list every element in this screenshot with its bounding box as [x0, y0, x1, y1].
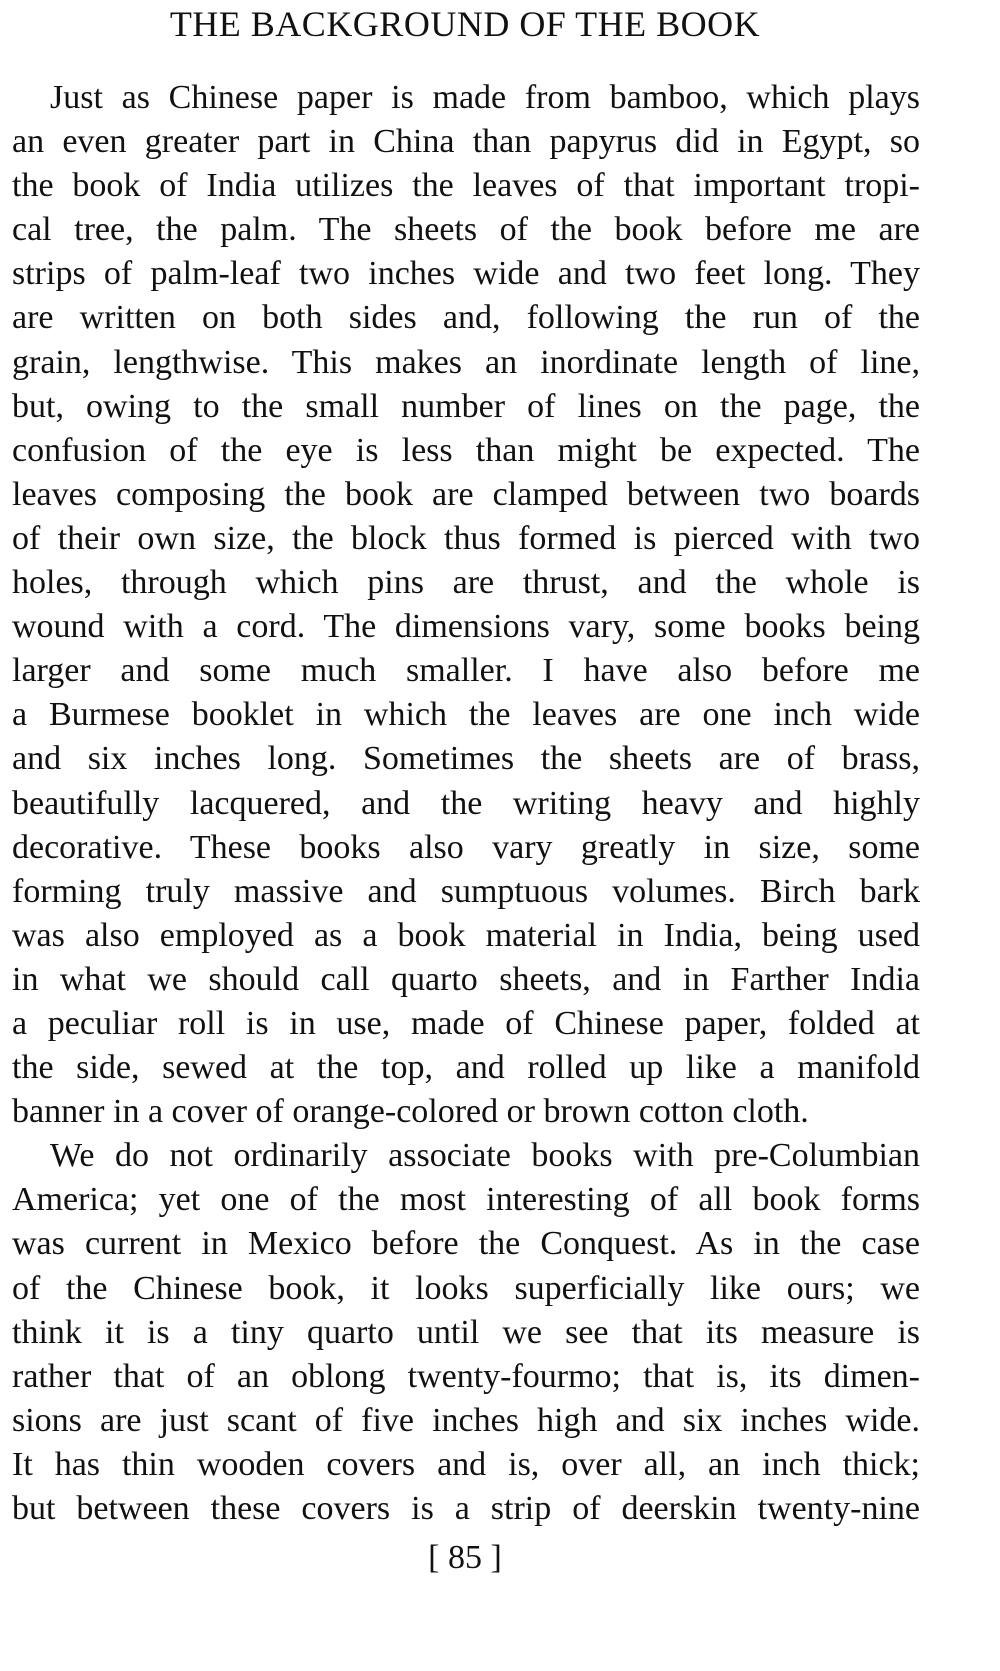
paragraph-2	[12, 1134, 920, 1531]
text-line: larger and some much smaller. I have also before me	[12, 652, 920, 690]
text-line: the book of India utilizes the leaves of that important tropi-	[12, 167, 920, 205]
text-line: was current in Mexico before the Conquest. As in the case	[12, 1225, 920, 1263]
text-line: of the Chinese book, it looks superficially like ours; we	[12, 1269, 920, 1307]
text-line: but between these covers is a strip of deerskin twenty-nine	[12, 1490, 920, 1527]
text-line: It has thin wooden covers and is, over all, an inch thick;	[12, 1445, 920, 1483]
text-line: rather that of an oblong twenty-fourmo; that is, its dimen-	[12, 1357, 920, 1395]
text-line: confusion of the eye is less than might be expected. The	[12, 431, 920, 469]
text-line: an even greater part in China than papyrus did in Egypt, so	[12, 123, 920, 161]
page-number: [ 85 ]	[428, 1539, 502, 1576]
body-text	[12, 76, 920, 1531]
text-line: Just as Chinese paper is made from bamboo, which plays	[50, 79, 920, 116]
text-line: but, owing to the small number of lines on the page, the	[12, 387, 920, 425]
text-line: banner in a cover of orange-colored or brown cotton cloth.	[12, 1093, 809, 1131]
text-line: are written on both sides and, following the run of the	[12, 299, 920, 337]
text-line: wound with a cord. The dimensions vary, some books being	[12, 608, 920, 646]
text-line: forming truly massive and sumptuous volumes. Birch bark	[12, 872, 920, 910]
text-line: cal tree, the palm. The sheets of the book before me are	[12, 211, 920, 249]
text-line: grain, lengthwise. This makes an inordinate length of line,	[12, 343, 920, 381]
text-line: the side, sewed at the top, and rolled up like a manifold	[12, 1049, 920, 1087]
text-line: decorative. These books also vary greatly in size, some	[12, 828, 920, 866]
text-line: sions are just scant of five inches high and six inches wide.	[12, 1401, 920, 1439]
text-line: think it is a tiny quarto until we see that its measure is	[12, 1313, 920, 1351]
text-line: strips of palm-leaf two inches wide and two feet long. They	[12, 255, 920, 293]
text-line: beautifully lacquered, and the writing heavy and highly	[12, 784, 920, 822]
text-line: We do not ordinarily associate books with pre-Columbian	[50, 1137, 920, 1175]
text-line: a Burmese booklet in which the leaves are one inch wide	[12, 696, 920, 734]
text-line: of their own size, the block thus formed is pierced with two	[12, 519, 920, 557]
text-line: was also employed as a book material in India, being used	[12, 916, 920, 954]
paragraph-1	[12, 76, 920, 1134]
text-line: a peculiar roll is in use, made of Chinese paper, folded at	[12, 1004, 920, 1042]
text-line: and six inches long. Sometimes the sheets are of brass,	[12, 740, 920, 778]
text-line: America; yet one of the most interesting of all book forms	[12, 1181, 920, 1219]
text-line: in what we should call quarto sheets, and in Farther India	[12, 960, 920, 998]
text-line: holes, through which pins are thrust, and the whole is	[12, 564, 920, 602]
text-line: leaves composing the book are clamped between two boards	[12, 475, 920, 513]
running-head: THE BACKGROUND OF THE BOOK	[169, 4, 761, 44]
